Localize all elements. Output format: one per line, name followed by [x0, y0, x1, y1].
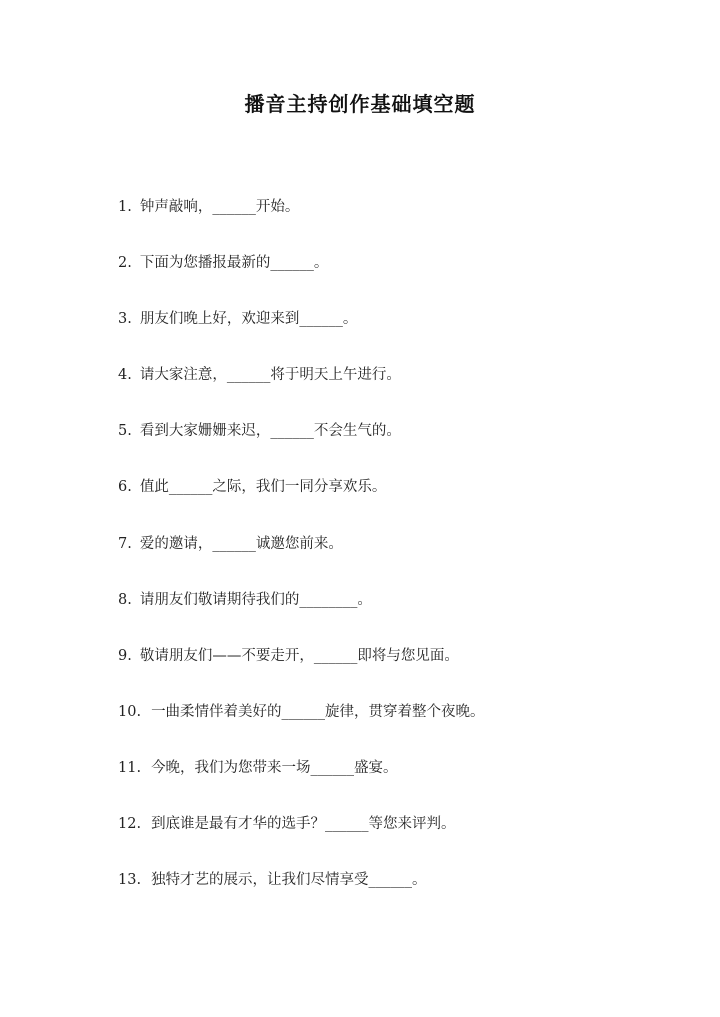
question-number: 1. — [118, 199, 132, 215]
question-text: 独特才艺的展示，让我们尽情享受______。 — [151, 872, 427, 889]
question-number: 2. — [118, 255, 132, 272]
question-number: 6. — [118, 479, 132, 496]
question-item — [118, 196, 698, 252]
question-item — [118, 533, 698, 589]
question-number: 12. — [118, 816, 142, 833]
question-text: 请朋友们敬请期待我们的________。 — [139, 591, 372, 608]
question-item — [118, 645, 698, 701]
question-item — [118, 364, 698, 420]
question-number: 7. — [118, 535, 132, 552]
question-text: 到底谁是最有才华的选手？______等您来评判。 — [151, 816, 456, 833]
question-item — [118, 252, 698, 308]
question-text: 请大家注意，______将于明天上午进行。 — [139, 367, 401, 384]
question-item — [118, 813, 698, 869]
question-item — [118, 869, 698, 925]
question-number: 3. — [118, 311, 132, 328]
question-list — [118, 196, 698, 925]
question-number: 9. — [118, 647, 132, 664]
question-item — [118, 476, 698, 532]
question-item — [118, 701, 698, 757]
question-text: 朋友们晚上好，欢迎来到______。 — [139, 311, 358, 328]
question-number: 10. — [118, 703, 142, 720]
question-item — [118, 420, 698, 476]
question-number: 11. — [118, 759, 142, 776]
question-text: 钟声敲响，______开始。 — [139, 199, 300, 215]
question-text: 爱的邀请，______诚邀您前来。 — [139, 535, 343, 552]
question-text: 今晚，我们为您带来一场______盛宴。 — [151, 759, 398, 776]
document-title: 播音主持创作基础填空题 — [244, 92, 476, 116]
question-text: 下面为您播报最新的______。 — [139, 255, 329, 272]
question-text: 看到大家姗姗来迟，______不会生气的。 — [139, 423, 401, 440]
question-item — [118, 308, 698, 364]
question-text: 值此______之际，我们一同分享欢乐。 — [139, 479, 387, 496]
question-text: 敬请朋友们——不要走开，______即将与您见面。 — [139, 647, 459, 664]
question-number: 5. — [118, 423, 132, 440]
question-text: 一曲柔情伴着美好的______旋律，贯穿着整个夜晚。 — [151, 703, 485, 720]
question-number: 4. — [118, 367, 132, 384]
question-number: 13. — [118, 872, 142, 889]
question-item — [118, 757, 698, 813]
question-number: 8. — [118, 591, 132, 608]
question-item — [118, 589, 698, 645]
